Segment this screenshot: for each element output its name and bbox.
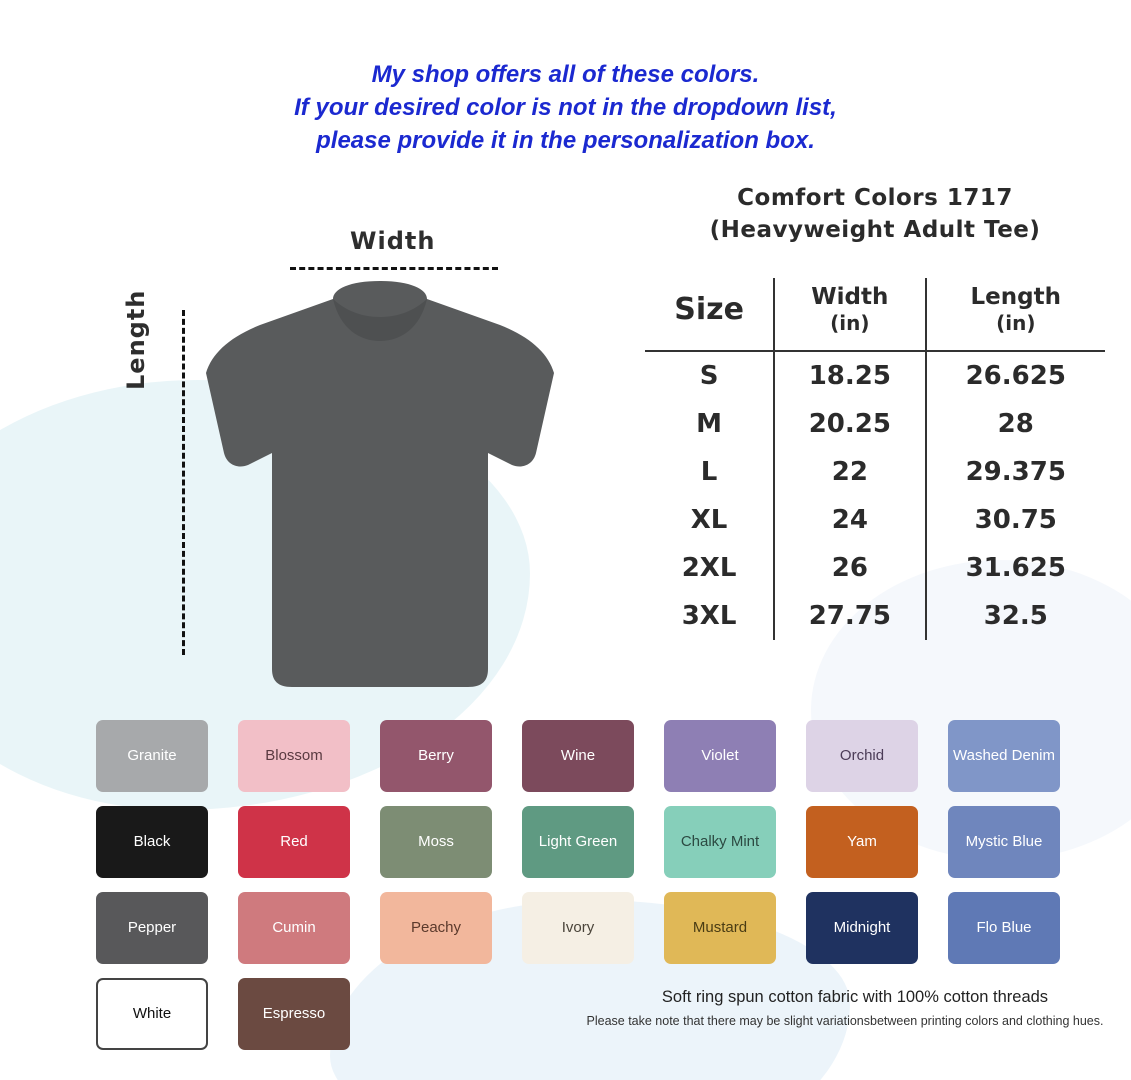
- header-length: [926, 278, 1105, 351]
- header-width-text: Width: [811, 284, 889, 310]
- color-swatch: [664, 806, 776, 878]
- table-row: [645, 448, 1105, 496]
- table-row: [645, 351, 1105, 400]
- fabric-note: Soft ring spun cotton fabric with 100% cotton threads: [661, 988, 1049, 1006]
- cell-width: 27.75: [774, 592, 925, 640]
- swatch-label: Light Green: [538, 833, 618, 850]
- cell-width: 22: [774, 448, 925, 496]
- chart-title-line-1: Comfort Colors 1717: [737, 185, 1013, 211]
- color-swatch: [96, 720, 208, 792]
- color-swatch: [96, 978, 208, 1050]
- swatch-label: Yam: [847, 833, 877, 850]
- swatch-label: Mystic Blue: [965, 833, 1043, 850]
- cell-width: 24: [774, 496, 925, 544]
- color-swatch: [522, 806, 634, 878]
- header-size: Size: [645, 278, 774, 351]
- color-swatch: [664, 892, 776, 964]
- swatch-label: Pepper: [127, 919, 177, 936]
- swatch-label: Violet: [701, 747, 739, 764]
- swatch-label: Espresso: [262, 1005, 326, 1022]
- headline-line-2: If your desired color is not in the dropdown list,: [294, 94, 837, 121]
- swatch-label: Cumin: [272, 919, 316, 936]
- color-swatch: [806, 806, 918, 878]
- width-dashed-line: [290, 267, 498, 270]
- swatch-label: Flo Blue: [976, 919, 1032, 936]
- swatch-label: Midnight: [833, 919, 891, 936]
- cell-length: 32.5: [983, 601, 1048, 631]
- swatch-label: White: [132, 1005, 172, 1022]
- swatch-label: Washed Denim: [953, 747, 1055, 764]
- swatch-label: Black: [133, 833, 171, 850]
- cell-length: 26.625: [965, 361, 1066, 391]
- headline-line-1: My shop offers all of these colors.: [371, 61, 760, 88]
- table-row: [645, 400, 1105, 448]
- header-length-text: Length: [970, 284, 1061, 310]
- header-length-unit: (in): [996, 311, 1036, 335]
- color-swatch: [96, 892, 208, 964]
- headline-line-3: please provide it in the personalization box.: [316, 127, 815, 154]
- swatch-label: Blossom: [265, 747, 323, 764]
- cell-size: L: [700, 457, 718, 487]
- cell-size: XL: [690, 505, 728, 535]
- swatch-label: Berry: [418, 747, 454, 764]
- color-swatch: [806, 892, 918, 964]
- swatch-label: Mustard: [692, 919, 748, 936]
- color-swatch: [664, 720, 776, 792]
- tshirt-illustration: [200, 277, 560, 697]
- color-swatch: [96, 806, 208, 878]
- cell-size: 3XL: [681, 601, 737, 631]
- cell-width: 18.25: [774, 351, 925, 400]
- color-swatch: [238, 892, 350, 964]
- size-table: [645, 278, 1105, 640]
- cell-size: 2XL: [681, 553, 737, 583]
- table-row: [645, 544, 1105, 592]
- color-variation-note: Please take note that there may be slight variationsbetween printing colors and clothing hues.: [586, 1014, 1104, 1028]
- color-swatch: [948, 720, 1060, 792]
- cell-length: 28: [997, 409, 1034, 439]
- color-swatch: [948, 892, 1060, 964]
- chart-title: [640, 182, 1110, 246]
- table-row: [645, 496, 1105, 544]
- color-swatch: [522, 892, 634, 964]
- cell-size: M: [696, 409, 723, 439]
- color-swatch: [522, 720, 634, 792]
- swatch-label: Moss: [418, 833, 454, 850]
- color-swatch: [380, 806, 492, 878]
- color-swatch: [238, 978, 350, 1050]
- chart-title-line-2: (Heavyweight Adult Tee): [709, 217, 1041, 243]
- header-width: [774, 278, 925, 351]
- cell-width: 26: [774, 544, 925, 592]
- color-swatch: [806, 720, 918, 792]
- headline: [0, 58, 1131, 157]
- cell-length: 31.625: [965, 553, 1066, 583]
- swatch-label: Granite: [127, 747, 177, 764]
- tee-diagram: [60, 215, 640, 705]
- cell-width: 20.25: [774, 400, 925, 448]
- swatch-label: Ivory: [561, 919, 595, 936]
- swatch-label: Peachy: [410, 919, 462, 936]
- cell-length: 30.75: [974, 505, 1057, 535]
- color-swatch: [238, 720, 350, 792]
- color-swatch: [238, 806, 350, 878]
- header-width-unit: (in): [830, 311, 870, 335]
- cell-size: S: [699, 361, 719, 391]
- swatch-label: Orchid: [839, 747, 885, 764]
- color-swatch: [380, 720, 492, 792]
- table-header-row: [645, 278, 1105, 351]
- swatch-label: Red: [280, 833, 308, 850]
- table-body: [645, 351, 1105, 640]
- length-measure-label: Length: [122, 289, 150, 390]
- swatch-label: Chalky Mint: [680, 833, 760, 850]
- width-measure-label: Width: [350, 227, 436, 255]
- length-dashed-line: [182, 310, 185, 655]
- color-swatch: [380, 892, 492, 964]
- table-row: [645, 592, 1105, 640]
- swatch-label: Wine: [560, 747, 596, 764]
- color-swatch: [948, 806, 1060, 878]
- cell-length: 29.375: [965, 457, 1066, 487]
